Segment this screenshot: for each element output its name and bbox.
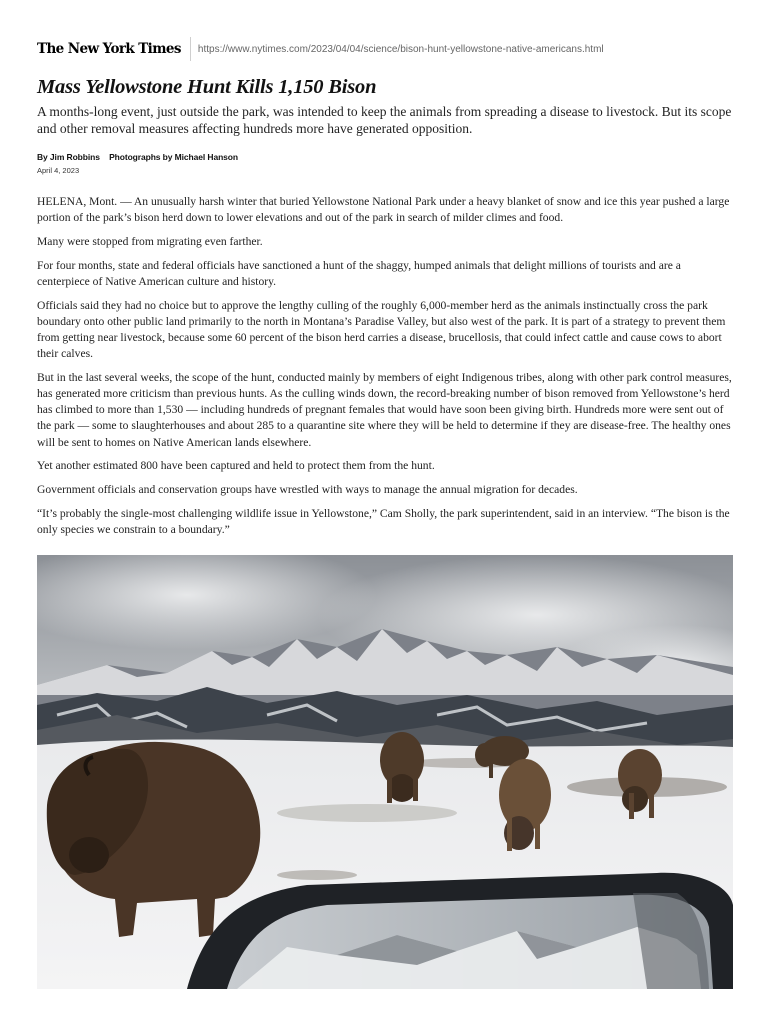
body-paragraph: “It’s probably the single-most challenging wildlife issue in Yellowstone,” Cam Sholly, the park superintendent, said in an interview. “The bison is the only species we constrain to a boundary.” [37, 506, 730, 536]
body-paragraph: But in the last several weeks, the scope of the hunt, conducted mainly by members of eight Indigenous tribes, along with other park control measures, has generated more criticism than previous hunts. As the culling winds down, the record-breaking number of bison removed from Yellowstone’s herd has climbed to more than 1,530 — including hundreds of pregnant females that would have soon been giving birth. Hundreds more were sent out of the park — some to slaughterhouses and about 285 to a quarantine site where they will be held to determine if they are disease-free. The healthy ones will be sent to homes on Native American lands elsewhere. [37, 370, 732, 449]
body-paragraph: Yet another estimated 800 have been captured and held to protect them from the hunt. [37, 459, 435, 473]
summary: A months-long event, just outside the park, was intended to keep the animals from spreading a disease to livestock. But its scope and other removal measures affecting hundreds more have generated opposition. [37, 104, 732, 136]
headline: Mass Yellowstone Hunt Kills 1,150 Bison [37, 76, 377, 98]
bison-photo [37, 555, 733, 989]
publish-date: April 4, 2023 [37, 166, 80, 175]
byline-photographer[interactable]: Photographs by Michael Hanson [109, 152, 238, 162]
article-url[interactable]: https://www.nytimes.com/2023/04/04/science/bison-hunt-yellowstone-native-americans.html [197, 43, 604, 55]
masthead-divider [190, 37, 191, 61]
article-body [37, 194, 733, 538]
body-paragraph: HELENA, Mont. — An unusually harsh winter that buried Yellowstone National Park under a heavy blanket of snow and ice this year pushed a large portion of the park’s bison herd down to lower elevations and out of the park in search of milder climes and food. [37, 195, 730, 225]
body-paragraph: For four months, state and federal officials have sanctioned a hunt of the shaggy, humped animals that delight millions of tourists and are a centerpiece of Native American culture and history. [37, 258, 681, 288]
byline-author[interactable]: By Jim Robbins [37, 152, 100, 162]
masthead [37, 36, 733, 62]
body-paragraph: Officials said they had no choice but to approve the lengthy culling of the roughly 6,000-member herd as the animals instinctually cross the park boundary onto other public land primarily to the north in Montana’s Paradise Valley, but also west of the park. It is part of a strategy to prevent them from getting near livestock, because some 60 percent of the bison herd carries a disease, brucellosis, that could infect cattle and cause cows to abort their calves. [37, 298, 726, 361]
body-paragraph: Many were stopped from migrating even farther. [37, 234, 263, 248]
byline [37, 152, 733, 162]
nyt-logo[interactable]: The New York Times [37, 41, 181, 57]
body-paragraph: Government officials and conservation groups have wrestled with ways to manage the annual migration for decades. [37, 483, 578, 497]
article-page [37, 36, 733, 546]
